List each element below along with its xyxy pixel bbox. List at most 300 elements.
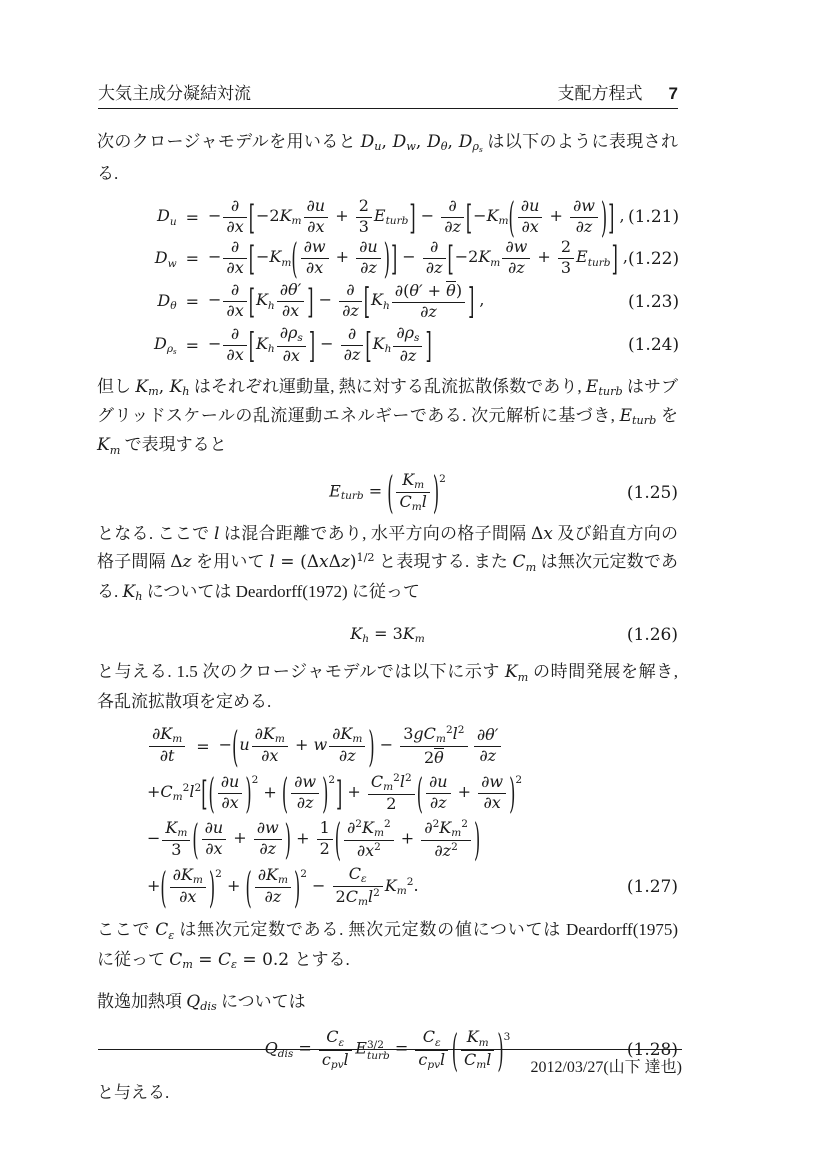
fraction-numerator — [255, 864, 291, 887]
math-variable: u — [239, 734, 250, 754]
group-content — [515, 195, 601, 237]
math-roman: + — [228, 828, 252, 848]
math-variable: m — [525, 560, 537, 574]
math-roman: 2 — [386, 793, 397, 813]
math-variable: ∂x — [179, 887, 197, 907]
math-variable: ∂x — [226, 258, 244, 278]
equation-lhs — [147, 726, 187, 766]
math-variable: l — [367, 886, 374, 906]
equation-number: (1.24) — [627, 335, 680, 356]
math-variable: ∂u — [220, 772, 240, 791]
math-variable: D — [458, 132, 473, 152]
math-variable: ∂w — [303, 237, 326, 257]
math-delimited-group — [208, 769, 252, 818]
group-content — [238, 726, 368, 766]
math-roman: = — [389, 1038, 414, 1058]
math-subscript — [182, 959, 193, 971]
fraction-numerator — [329, 726, 365, 746]
math-subscript — [436, 734, 446, 745]
math-subscript — [588, 258, 611, 269]
math-variable: ∂z — [434, 840, 452, 860]
math-variable: m — [414, 478, 425, 491]
math-variable: ∂ — [448, 195, 457, 215]
math-subscript — [173, 792, 183, 803]
math-fraction — [250, 726, 290, 766]
math-variable: Q — [186, 992, 201, 1013]
math-roman: 2 — [439, 472, 446, 485]
math-roman: 2 — [319, 839, 330, 859]
math-superscript — [451, 842, 458, 853]
math-variable: ∂ — [230, 324, 240, 343]
fraction-numerator — [149, 726, 185, 746]
equation-body — [329, 466, 446, 519]
math-variable: ∂z — [342, 301, 359, 321]
paragraph-15-closure — [97, 660, 678, 712]
math-subscript — [374, 828, 384, 839]
math-variable: l — [440, 1049, 446, 1069]
close-delimiter-glyph: ] — [307, 281, 314, 322]
math-fraction — [331, 863, 385, 909]
fraction-numerator — [393, 325, 422, 345]
math-roman: 2 — [383, 817, 391, 830]
math-variable: m — [277, 874, 288, 887]
fraction-denominator — [400, 746, 467, 768]
math-subscript — [281, 258, 291, 269]
math-variable: turb — [587, 256, 611, 269]
math-variable: g — [413, 723, 424, 743]
math-variable: ∂θ′ — [476, 724, 499, 744]
open-delimiter-glyph: [ — [248, 281, 255, 322]
group-content — [215, 774, 246, 813]
math-subscript — [383, 301, 390, 312]
math-variable: m — [192, 874, 203, 887]
fraction-numerator — [317, 820, 333, 839]
math-roman: + — [395, 828, 420, 848]
math-delimited-group — [248, 234, 398, 284]
math-variable: E — [585, 376, 599, 397]
fraction-denominator — [277, 301, 305, 321]
math-overline — [434, 748, 444, 768]
math-variable: K — [362, 817, 374, 837]
math-variable: K — [439, 817, 452, 837]
math-variable: c — [418, 1049, 428, 1069]
math-variable: ∂x — [261, 746, 279, 766]
fraction-denominator — [474, 746, 502, 766]
math-roman: ) — [455, 281, 463, 301]
math-roman: , — [474, 290, 485, 310]
equation-1.26 — [97, 624, 678, 645]
math-roman: 2 — [445, 723, 453, 736]
math-fraction — [500, 239, 532, 278]
math-variable: turb — [385, 214, 409, 227]
math-variable: m — [357, 896, 368, 909]
math-delimited-group — [201, 769, 343, 818]
math-variable: m — [498, 214, 509, 227]
open-delimiter-glyph: ( — [245, 861, 252, 913]
math-roman: 3 — [358, 216, 369, 236]
math-roman: + — [544, 205, 568, 225]
math-subscript — [275, 734, 285, 745]
fraction-denominator — [502, 258, 530, 278]
math-fraction — [221, 326, 248, 365]
math-fraction — [337, 282, 364, 321]
math-variable: turb — [598, 384, 623, 398]
fraction-numerator — [344, 819, 394, 840]
math-subscript — [268, 344, 275, 355]
math-variable: ∂K — [254, 724, 275, 744]
close-delimiter-glyph: ) — [208, 861, 216, 913]
math-variable: K — [384, 875, 397, 895]
fraction-denominator — [393, 346, 422, 366]
fraction-denominator — [421, 840, 471, 861]
math-variable: ∂z — [296, 792, 314, 812]
math-roman: 2 — [432, 817, 440, 830]
math-roman: 2 — [406, 875, 414, 888]
math-superscript — [458, 725, 465, 736]
math-variable: ∂ρ — [279, 323, 298, 343]
text-run: で表現すると — [120, 435, 227, 455]
fraction-numerator — [421, 819, 471, 840]
open-delimiter-glyph: ( — [208, 769, 215, 818]
text-run: は混合距離であり, 水平方向の格子間隔 — [219, 524, 531, 544]
math-variable: pv — [427, 1058, 441, 1071]
math-superscript — [355, 819, 362, 830]
math-variable: ∂θ′ — [279, 280, 302, 300]
math-variable: ρ — [472, 140, 479, 154]
text-run: と表現する. また — [374, 552, 513, 572]
math-roman: + — [221, 875, 246, 895]
math-variable: C — [422, 1027, 436, 1047]
math-superscript — [439, 474, 446, 485]
fraction-denominator — [368, 794, 415, 814]
math-fraction — [327, 726, 367, 766]
open-delimiter-glyph: ( — [334, 813, 342, 867]
text-run: については — [216, 992, 306, 1012]
math-variable: C — [169, 949, 183, 970]
math-roman: 2 — [251, 773, 259, 786]
open-delimiter-glyph: ( — [451, 1024, 459, 1077]
math-variable: K — [372, 334, 385, 354]
fraction-denominator — [317, 839, 333, 859]
fraction-denominator — [223, 301, 246, 321]
group-content — [255, 195, 409, 237]
math-variable: ∂w — [294, 772, 317, 791]
math-fraction — [390, 281, 467, 322]
open-delimiter-glyph: ( — [160, 861, 167, 913]
math-subscript — [352, 734, 362, 745]
fraction-numerator — [478, 771, 506, 793]
math-superscript — [504, 1032, 511, 1043]
math-variable: K — [122, 581, 136, 602]
fraction-denominator — [304, 217, 329, 237]
math-subscript — [361, 874, 367, 885]
math-superscript — [405, 773, 412, 784]
group-content — [255, 234, 391, 284]
math-fraction — [472, 724, 504, 766]
fraction-numerator — [339, 282, 362, 301]
equation-number: (1.21) — [627, 207, 680, 228]
math-roman: − — [374, 734, 399, 754]
math-fraction — [221, 282, 248, 321]
fraction-denominator — [162, 840, 190, 860]
math-roman: − — [218, 734, 233, 754]
fraction-denominator — [223, 217, 246, 237]
math-variable: ε — [168, 928, 175, 942]
math-fraction — [342, 819, 396, 861]
math-variable: turb — [340, 490, 364, 503]
math-variable: ∂z — [399, 345, 417, 365]
math-delimited-group — [160, 861, 216, 913]
page-number: 7 — [668, 84, 678, 103]
header-section-title: 支配方程式 — [557, 84, 643, 103]
math-variable: ∂x — [226, 301, 244, 321]
math-variable: ∂x — [356, 840, 375, 860]
math-variable: z — [340, 552, 350, 573]
fraction-denominator — [255, 887, 291, 907]
math-variable: m — [476, 1058, 487, 1071]
math-delimited-group — [245, 861, 301, 913]
math-variable: m — [490, 256, 501, 269]
math-subscript — [362, 634, 369, 645]
close-delimiter-glyph: ] — [336, 773, 343, 814]
math-variable: ∂x — [226, 344, 244, 364]
math-variable: h — [267, 299, 275, 312]
math-variable: l — [486, 1049, 492, 1069]
math-roman: 2 — [355, 817, 363, 830]
math-variable: m — [411, 501, 422, 514]
math-roman: 2 — [423, 747, 435, 767]
math-variable: ∂u — [428, 771, 448, 791]
math-variable: s — [297, 332, 303, 345]
equation-relation: = — [185, 292, 200, 312]
math-delimited-group — [387, 466, 440, 519]
math-variable: ∂ — [346, 280, 355, 300]
equation-lhs — [157, 206, 177, 227]
math-variable: D — [154, 334, 167, 354]
fraction-denominator — [478, 793, 506, 813]
math-fraction — [568, 195, 600, 237]
math-subscript — [412, 502, 422, 513]
math-roman: , — [617, 247, 628, 267]
math-variable: C — [348, 863, 361, 883]
math-variable: ∂z — [479, 745, 497, 765]
group-content — [372, 325, 426, 365]
math-variable: C — [512, 552, 526, 573]
fraction-numerator — [400, 725, 467, 746]
fraction-denominator — [218, 793, 243, 813]
close-delimiter-glyph: ) — [509, 769, 516, 818]
math-subscript — [292, 216, 302, 227]
math-variable: ∂x — [307, 216, 325, 236]
math-variable: h — [267, 343, 275, 356]
equation-block-momentum-diffusion — [97, 192, 680, 367]
paragraph-mixing-length — [97, 522, 678, 609]
math-roman: = — [363, 481, 388, 501]
math-variable: ∂z — [420, 302, 437, 322]
math-variable: D — [427, 132, 441, 152]
math-subscript — [499, 216, 509, 227]
math-subscript — [341, 491, 364, 502]
fraction-denominator — [441, 217, 464, 237]
math-overline — [446, 281, 456, 301]
math-subscript — [397, 886, 407, 897]
math-variable: ∂x — [521, 216, 539, 236]
math-roman: Δ — [306, 552, 320, 573]
math-roman: + — [291, 828, 315, 848]
math-variable: ∂ — [230, 195, 240, 215]
text-run: を用いて — [191, 552, 270, 572]
math-roman: + — [330, 205, 354, 225]
math-superscript — [374, 842, 381, 853]
math-roman: − — [415, 205, 440, 225]
math-variable: ∂ρ — [396, 323, 415, 343]
open-delimiter-glyph: [ — [365, 324, 372, 367]
text-run: については Deardorff(1972) に従って — [142, 581, 420, 601]
close-delimiter-glyph: ) — [497, 1024, 504, 1077]
math-superscript — [515, 775, 522, 786]
fraction-numerator — [252, 726, 288, 746]
math-variable: θ′ — [409, 281, 423, 301]
group-content — [423, 771, 509, 813]
equation-continuation — [147, 861, 627, 913]
text-run: はサブグリッドスケールの乱流運動エネルギーである. 次元解析に基づき, — [97, 376, 679, 425]
math-fraction — [299, 239, 331, 278]
math-variable: K — [135, 376, 149, 397]
math-subscript — [518, 672, 529, 684]
math-subscript — [415, 634, 425, 645]
math-delimited-group — [465, 192, 615, 242]
math-variable: m — [172, 733, 183, 746]
math-roman: + — [342, 782, 366, 802]
math-delimited-group — [192, 815, 291, 865]
close-delimiter-glyph: ] — [468, 280, 475, 323]
math-fraction — [424, 771, 453, 813]
math-subscript — [414, 333, 419, 344]
math-subscript — [182, 386, 189, 398]
math-roman: 2 — [182, 782, 190, 795]
math-roman: 3 — [403, 723, 414, 743]
page-footer — [98, 1049, 682, 1077]
fraction-denominator — [518, 217, 543, 237]
math-subscript — [386, 216, 409, 227]
math-delimited-group — [281, 769, 329, 818]
text-run: はそれぞれ運動量, 熱に対する乱流拡散係数であり, — [189, 376, 586, 396]
math-variable: E — [619, 405, 633, 426]
text-run: となる. ここで — [97, 524, 214, 544]
math-roman: − — [147, 828, 161, 848]
math-variable: w — [313, 734, 328, 754]
math-variable: w — [167, 257, 177, 270]
math-roman: 2 — [373, 887, 380, 900]
math-roman: Δ — [328, 552, 341, 573]
math-variable: K — [402, 469, 415, 489]
fraction-numerator — [319, 1029, 352, 1049]
equation-number: (1.28) — [626, 1040, 678, 1061]
math-variable: K — [486, 205, 499, 225]
equation-rhs — [218, 721, 627, 772]
header-right-group — [558, 84, 678, 103]
math-superscript — [195, 783, 202, 794]
fraction-numerator — [570, 195, 598, 217]
paragraph-final — [97, 1081, 678, 1104]
paragraph-qdis-intro — [97, 990, 678, 1019]
math-variable: l — [343, 1049, 349, 1069]
fraction-numerator — [277, 282, 305, 301]
group-content — [207, 769, 336, 818]
math-variable: m — [182, 958, 193, 972]
math-roman: 3 — [171, 840, 182, 860]
math-subscript — [632, 415, 656, 427]
math-fraction — [354, 195, 374, 237]
fraction-numerator — [423, 239, 446, 258]
group-content — [472, 192, 608, 242]
close-delimiter-glyph: ] — [608, 196, 615, 238]
math-roman: 2 — [335, 886, 346, 906]
math-fraction — [516, 195, 545, 237]
math-roman: ( — [403, 281, 410, 301]
close-delimiter-glyph: ] — [390, 238, 398, 279]
math-fraction — [221, 239, 248, 278]
math-superscript — [393, 773, 400, 784]
math-variable: ∂K — [332, 724, 353, 744]
math-variable: K — [466, 1027, 479, 1047]
math-delimited-group — [334, 813, 481, 867]
math-variable: l — [452, 723, 458, 743]
math-variable: ∂u — [359, 237, 378, 257]
math-subscript — [490, 258, 500, 269]
equation-lhs — [157, 291, 176, 312]
close-delimiter-glyph: ) — [383, 234, 390, 284]
fraction-numerator — [461, 1029, 494, 1049]
fraction-denominator — [339, 301, 362, 321]
fraction-denominator — [392, 302, 465, 322]
group-content — [255, 282, 307, 321]
math-subscript — [472, 141, 482, 153]
fraction-numerator — [162, 817, 190, 840]
open-delimiter-glyph: ( — [291, 234, 298, 284]
math-roman: − — [208, 205, 222, 225]
math-variable: C — [370, 771, 384, 791]
math-subscript — [148, 386, 159, 398]
header-title-left: 大気主成分凝結対流 — [98, 84, 251, 103]
close-delimiter-glyph: ] — [611, 238, 618, 279]
math-delimited-group — [416, 769, 516, 818]
fraction-numerator — [304, 195, 329, 217]
math-fraction — [275, 282, 307, 321]
math-variable: ∂z — [360, 258, 377, 278]
math-variable: K — [169, 376, 183, 397]
math-variable: C — [160, 782, 173, 802]
close-delimiter-glyph: ) — [473, 813, 481, 867]
fraction-denominator — [254, 839, 282, 859]
math-roman: + — [532, 247, 556, 267]
page-header — [98, 84, 678, 109]
equation-lhs — [155, 248, 177, 269]
fraction-numerator — [502, 239, 530, 258]
math-variable: C — [155, 920, 169, 941]
math-variable: ∂u — [306, 195, 326, 215]
math-variable: ∂ — [430, 237, 439, 257]
math-roman: . — [413, 875, 419, 895]
math-variable: h — [135, 590, 143, 604]
math-variable: m — [383, 780, 394, 793]
math-variable: m — [177, 826, 188, 839]
math-subscript — [177, 828, 187, 839]
text-run: と与える. 1.5 次のクロージャモデルでは以下に示す — [97, 662, 505, 682]
math-subscript — [297, 333, 302, 344]
math-variable: K — [255, 290, 268, 310]
equation-relation: = — [185, 207, 200, 227]
